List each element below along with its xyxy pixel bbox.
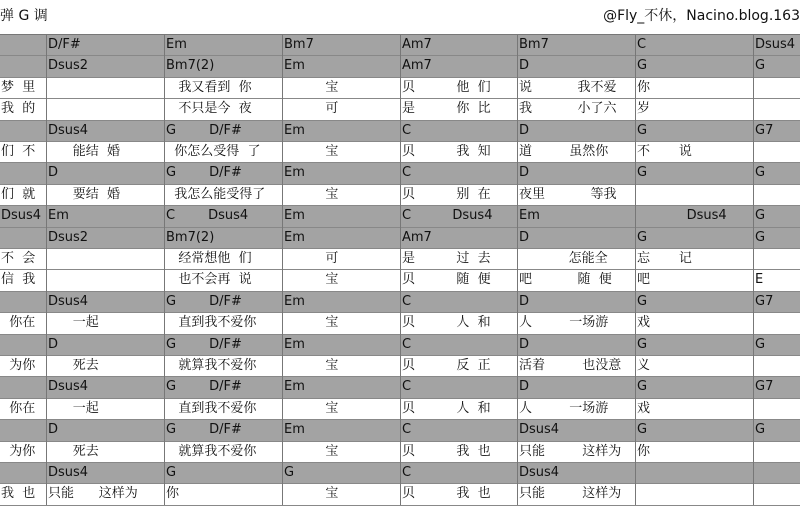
chord-cell — [0, 335, 47, 355]
chord-cell: G D/F# — [166, 293, 242, 309]
lyric-cell: 戏 — [637, 315, 651, 331]
chord-cell: G — [755, 165, 766, 181]
lyric-cell: 我 也 — [1, 486, 36, 502]
chord-cell: Em — [519, 208, 540, 224]
chord-cell: Dsus4 — [48, 122, 89, 138]
chord-cell: G7 — [755, 379, 774, 395]
lyric-cell: 一起 — [48, 400, 99, 416]
chord-cell: Dsus4 — [519, 422, 560, 438]
chord-cell: Am7 — [402, 37, 432, 52]
lyric-cell: 我 小了六 — [519, 101, 617, 117]
chord-lyric-table — [0, 34, 800, 505]
lyric-cell: 贝 我 也 — [402, 486, 491, 502]
chord-cell: G — [755, 336, 766, 352]
author-credit: @Fly_不休，Nacino.blog.163 — [603, 8, 800, 24]
column-divider — [282, 35, 283, 505]
lyric-cell: 宝 — [284, 400, 339, 416]
lyric-cell: 经常想他 们 — [166, 251, 252, 266]
lyric-cell: 能结 婚 — [48, 144, 121, 159]
lyric-cell — [47, 249, 165, 269]
chord-cell: G — [637, 229, 648, 245]
chord-cell — [636, 463, 754, 483]
column-divider — [517, 35, 518, 505]
chord-cell: G — [637, 422, 648, 438]
lyric-cell: 夜里 等我 — [519, 186, 617, 202]
chord-cell — [0, 377, 47, 397]
chord-cell: G — [637, 165, 648, 181]
lyric-cell: 我又看到 你 — [166, 79, 252, 95]
lyric-cell: 怎能全 — [519, 251, 608, 266]
lyric-cell: 们 就 — [1, 186, 36, 202]
chord-cell: Am7 — [402, 58, 432, 74]
lyric-cell: E — [755, 272, 764, 288]
lyric-cell: 宝 — [284, 486, 339, 502]
lyric-cell: 也不会再 说 — [166, 272, 252, 288]
chord-cell: D — [48, 422, 59, 438]
chord-cell: D — [48, 165, 59, 181]
chord-cell: Dsus4 — [48, 379, 89, 395]
chord-cell: Em — [284, 229, 305, 245]
lyric-cell — [636, 484, 754, 504]
chord-cell: C — [402, 165, 412, 181]
lyric-cell: 你在 — [1, 315, 36, 331]
chord-cell: G — [755, 208, 766, 224]
lyric-cell: 人 一场游 — [519, 315, 609, 331]
lyric-cell — [754, 313, 800, 333]
chord-cell: Dsus4 — [1, 208, 42, 224]
chord-cell — [754, 463, 800, 483]
column-divider — [400, 35, 401, 505]
lyric-cell: 吧 — [637, 272, 651, 288]
chord-cell: C — [402, 336, 412, 352]
chord-cell: C — [637, 37, 647, 52]
lyric-cell: 贝 我 也 — [402, 443, 491, 459]
lyric-cell: 人 一场游 — [519, 400, 609, 416]
chord-cell: D — [519, 336, 530, 352]
lyric-cell: 贝 我 知 — [402, 144, 491, 159]
chord-cell: Em — [48, 208, 69, 224]
lyric-cell: 义 — [637, 358, 651, 373]
chord-cell — [0, 35, 47, 55]
chord-cell: Em — [284, 165, 305, 181]
lyric-cell — [754, 249, 800, 269]
chord-cell: Bm7(2) — [166, 58, 215, 74]
lyric-cell: 只能 这样为 — [48, 486, 138, 502]
chord-cell: Dsus4 — [519, 465, 560, 480]
lyric-cell: 活着 也没意 — [519, 358, 622, 373]
chord-cell: D — [48, 336, 59, 352]
chord-cell: G D/F# — [166, 422, 242, 438]
chord-cell — [0, 121, 47, 141]
lyric-cell: 贝 人 和 — [402, 400, 491, 416]
chord-cell: D — [519, 165, 530, 181]
chord-cell: D — [519, 379, 530, 395]
lyric-cell — [636, 185, 754, 205]
lyric-cell: 你 — [637, 443, 651, 459]
lyric-cell: 宝 — [284, 443, 339, 459]
lyric-cell: 只能 这样为 — [519, 443, 622, 459]
column-divider — [164, 35, 165, 505]
lyric-cell: 你在 — [1, 400, 36, 416]
lyric-cell: 可 — [284, 101, 339, 117]
lyric-cell — [754, 399, 800, 419]
lyric-cell — [754, 484, 800, 504]
chord-cell: G — [284, 465, 295, 480]
chord-cell — [0, 228, 47, 248]
chord-cell: C Dsus4 — [402, 208, 493, 224]
chord-cell: Dsus4 — [48, 293, 89, 309]
chord-cell: Em — [284, 293, 305, 309]
chord-cell: G — [637, 58, 648, 74]
lyric-cell: 我 的 — [1, 101, 36, 117]
lyric-cell: 只能 这样为 — [519, 486, 622, 502]
lyric-cell — [754, 78, 800, 98]
chord-cell: Em — [284, 422, 305, 438]
chord-cell — [0, 420, 47, 440]
lyric-cell: 是 过 去 — [402, 251, 491, 266]
lyric-cell: 不只是今 夜 — [166, 101, 252, 117]
column-divider — [46, 35, 47, 505]
lyric-cell: 可 — [284, 251, 339, 266]
lyric-cell: 忘 记 — [637, 251, 692, 266]
lyric-cell: 要结 婚 — [48, 186, 121, 202]
chord-cell: Em — [284, 379, 305, 395]
chord-cell — [0, 292, 47, 312]
lyric-cell — [754, 99, 800, 119]
chord-cell: Bm7 — [284, 37, 314, 52]
lyric-cell: 道 虽然你 — [519, 144, 609, 159]
chord-cell: G7 — [755, 122, 774, 138]
lyric-cell — [754, 185, 800, 205]
lyric-cell: 死去 — [48, 443, 99, 459]
lyric-cell — [47, 270, 165, 290]
chord-cell: C — [402, 122, 412, 138]
lyric-cell: 贝 人 和 — [402, 315, 491, 331]
chord-cell: Dsus4 — [755, 37, 796, 52]
chord-cell — [0, 163, 47, 183]
chord-cell: C — [402, 293, 412, 309]
chord-cell: C — [402, 465, 412, 480]
lyric-cell: 戏 — [637, 400, 651, 416]
lyric-cell: 梦 里 — [1, 79, 36, 95]
chord-cell: Em — [284, 58, 305, 74]
lyric-cell: 为你 — [1, 358, 36, 373]
lyric-cell: 你怎么受得 了 — [166, 144, 261, 159]
chord-cell: Bm7(2) — [166, 229, 215, 245]
lyric-cell: 你 — [637, 79, 651, 95]
column-divider — [753, 35, 754, 505]
lyric-cell: 不 会 — [1, 251, 36, 266]
lyric-cell — [754, 442, 800, 462]
lyric-cell — [47, 99, 165, 119]
lyric-cell: 宝 — [284, 144, 339, 159]
chord-cell: D/F# — [48, 37, 81, 52]
chord-cell: D — [519, 58, 530, 74]
lyric-cell: 贝 别 在 — [402, 186, 491, 202]
chord-cell: G D/F# — [166, 122, 242, 138]
chord-cell: C — [402, 379, 412, 395]
lyric-cell: 你 — [166, 486, 180, 502]
lyric-cell: 信 我 — [1, 272, 36, 288]
lyric-cell: 一起 — [48, 315, 99, 331]
lyric-cell — [47, 78, 165, 98]
chord-cell: Em — [284, 336, 305, 352]
lyric-cell: 贝 他 们 — [402, 79, 491, 95]
lyric-cell: 宝 — [284, 186, 339, 202]
chord-cell: C — [402, 422, 412, 438]
lyric-cell: 是 你 比 — [402, 101, 491, 117]
chord-cell: G7 — [755, 293, 774, 309]
lyric-cell: 就算我不爱你 — [166, 443, 257, 459]
lyric-cell: 为你 — [1, 443, 36, 459]
chord-cell: D — [519, 229, 530, 245]
lyric-cell: 说 我不爱 — [519, 79, 617, 95]
chord-cell: D — [519, 293, 530, 309]
chord-cell: G — [166, 465, 177, 480]
column-divider — [635, 35, 636, 505]
lyric-cell: 就算我不爱你 — [166, 358, 257, 373]
key-title: 弹 G 调 — [0, 8, 48, 24]
chord-cell: Em — [166, 37, 187, 52]
chord-cell: G D/F# — [166, 165, 242, 181]
lyric-cell — [754, 356, 800, 376]
chord-cell: G — [755, 422, 766, 438]
chord-cell — [0, 463, 47, 483]
lyric-cell: 岁 — [637, 101, 651, 117]
lyric-cell: 宝 — [284, 358, 339, 373]
chord-cell: G — [637, 293, 648, 309]
chord-cell: Dsus2 — [48, 229, 89, 245]
chord-cell: Bm7 — [519, 37, 549, 52]
lyric-cell — [754, 142, 800, 162]
chord-cell: G D/F# — [166, 379, 242, 395]
chord-cell: Em — [284, 208, 305, 224]
chord-cell: G — [637, 379, 648, 395]
lyric-cell: 我怎么能受得了 — [166, 186, 266, 202]
chord-cell: Am7 — [402, 229, 432, 245]
chord-cell: G — [637, 336, 648, 352]
chord-cell: C Dsus4 — [166, 208, 249, 224]
lyric-cell: 贝 随 便 — [402, 272, 491, 288]
chord-cell: G — [637, 122, 648, 138]
lyric-cell: 宝 — [284, 315, 339, 331]
lyric-cell: 直到我不爱你 — [166, 400, 257, 416]
chord-cell — [0, 56, 47, 76]
chord-cell: G — [755, 229, 766, 245]
chord-cell: G D/F# — [166, 336, 242, 352]
chord-cell: Em — [284, 122, 305, 138]
chord-cell: G — [755, 58, 766, 74]
chord-cell: Dsus2 — [48, 58, 89, 74]
lyric-cell: 宝 — [284, 79, 339, 95]
chord-cell: D — [519, 122, 530, 138]
lyric-cell: 宝 — [284, 272, 339, 288]
lyric-cell: 直到我不爱你 — [166, 315, 257, 331]
lyric-cell: 不 说 — [637, 144, 692, 159]
lyric-cell: 吧 随 便 — [519, 272, 612, 288]
lyric-cell: 死去 — [48, 358, 99, 373]
lyric-cell: 贝 反 正 — [402, 358, 491, 373]
chord-cell: Dsus4 — [637, 208, 727, 224]
chord-cell: Dsus4 — [48, 465, 89, 480]
sheet-header — [0, 0, 800, 34]
lyric-cell: 们 不 — [1, 144, 36, 159]
